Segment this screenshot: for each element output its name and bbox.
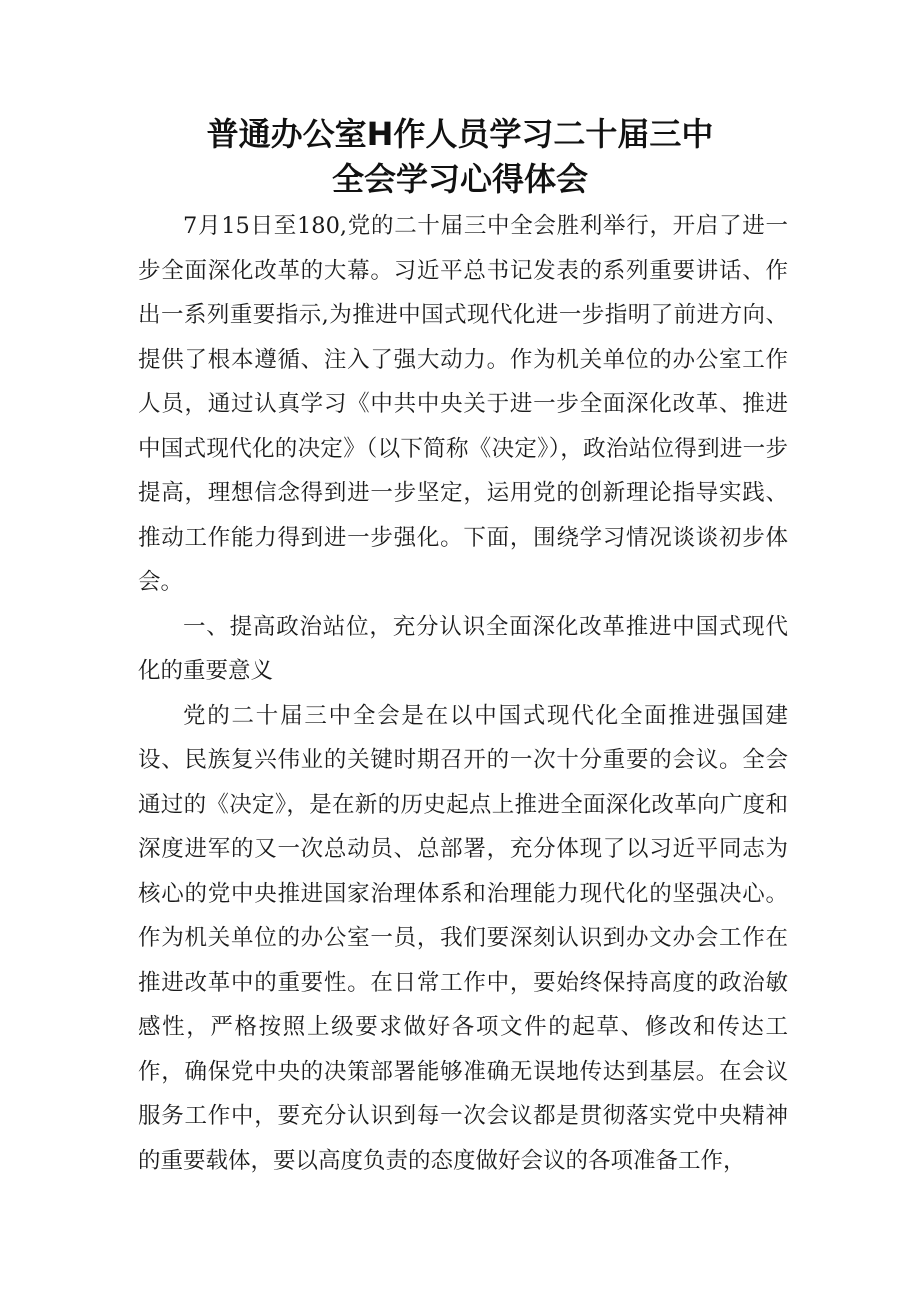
document-body [138,204,788,1183]
body-paragraph-intro: 7月15日至180,党的二十届三中全会胜利举行，开启了进一步全面深化改革的大幕。习近平总书记发表的系列重要讲话、作出一系列重要指示,为推进中国式现代化进一步指明了前进方向、提供了根本遵循、注入了强大动力。作为机关单位的办公室工作人员，通过认真学习《中共中央关于进一步全面深化改革、推进中国式现代化的决定》（以下简称《决定》），政治站位得到进一步提高，理想信念得到进一步坚定，运用党的创新理论指导实践、推动工作能力得到进一步强化。下面，围绕学习情况谈谈初步体会。 [138,213,788,595]
body-paragraph-section-1: 党的二十届三中全会是在以中国式现代化全面推进强国建设、民族复兴伟业的关键时期召开的一次十分重要的会议。全会通过的《决定》，是在新的历史起点上推进全面深化改革向广度和深度进军的又一次总动员、总部署，充分体现了以习近平同志为核心的党中央推进国家治理体系和治理能力现代化的坚强决心。作为机关单位的办公室一员，我们要深刻认识到办文办会工作在推进改革中的重要性。在日常工作中，要始终保持高度的政治敏感性，严格按照上级要求做好各项文件的起草、修改和传达工作，确保党中央的决策部署能够准确无误地传达到基层。在会议服务工作中，要充分认识到每一次会议都是贯彻落实党中央精神的重要载体，要以高度负责的态度做好会议的各项准备工作， [138,702,788,1174]
document-title-line-2: 全会学习心得体会 [331,160,588,198]
section-heading-1: 一、提高政治站位，充分认识全面深化改革推进中国式现代化的重要意义 [138,613,788,684]
document-title-line-1: 普通办公室H作人员学习二十届三中 [206,115,714,153]
